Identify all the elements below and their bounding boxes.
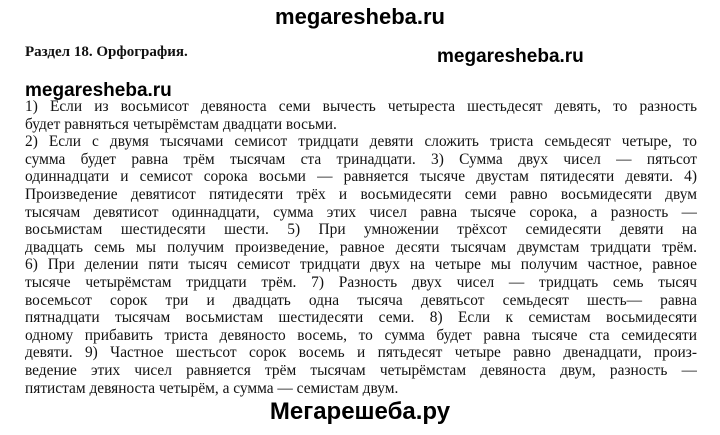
- text-line: восемьсот сорок три и двадцать одна тысяча девятьсот семьдесят шесть— равна: [25, 291, 697, 309]
- watermark-middle: megaresheba.ru: [437, 46, 584, 67]
- text-line: пятнадцати тысячам восьмистам шестидесяти семи. 8) Если к семистам восьмидесяти: [25, 309, 697, 327]
- text-line: 2) Если с двумя тысячами семисот тридцати девяти сложить триста семьдесят четыре, то: [25, 133, 697, 151]
- text-line: Произведение девятисот пятидесяти трёх и восьмидесяти семи равно восьмидесяти двум: [25, 185, 697, 203]
- watermark-left: megaresheba.ru: [25, 80, 172, 101]
- text-line: одиннадцати и семисот сорока восьми — равняется тысяче двустам пятидесяти девяти. 4): [25, 168, 697, 186]
- watermark-top: megaresheba.ru: [275, 4, 445, 29]
- text-line: восьмистам шестидесяти шести. 5) При умножении трёхсот семидесяти девяти на: [25, 221, 697, 239]
- text-line: ведение этих чисел равняется трём тысячам четырёмстам девяноста двум, разность —: [25, 361, 697, 379]
- text-line: будет равняться четырёмстам двадцати восьми.: [25, 115, 337, 133]
- text-line: 6) При делении пяти тысяч семисот тридцати двух на четыре мы получим частное, равное: [25, 256, 697, 274]
- text-line: тысячам девятисот одиннадцати, сумма этих чисел равна тысяче сорока, а разность —: [25, 203, 697, 221]
- watermark-bottom: Мегарешеба.ру: [269, 398, 451, 425]
- section-title: Раздел 18. Орфография.: [25, 44, 188, 60]
- exercise-text: [25, 98, 697, 397]
- text-line: пятистам девяноста четырём, а сумма — семистам двум.: [25, 379, 399, 397]
- text-line: одному прибавить триста девяносто восемь, то сумма будет равна тысяче ста семидесяти: [25, 326, 697, 344]
- text-line: сумма будет равна трём тысячам ста тринадцати. 3) Сумма двух чисел — пятьсот: [25, 150, 697, 168]
- text-line: 1) Если из восьмисот девяноста семи вычесть четыреста шестьдесят девять, то разность: [25, 98, 697, 115]
- text-line: девяти. 9) Частное шестьсот сорок восемь и пятьдесят четыре равно двенадцати, произ-: [25, 344, 697, 362]
- text-line: тысяче четырёмстам тридцати трём. 7) Разность двух чисел — тридцать семь тысяч: [25, 273, 697, 291]
- text-line: двадцать семь мы получим произведение, равное десяти тысячам двумстам тридцати трём.: [25, 238, 697, 256]
